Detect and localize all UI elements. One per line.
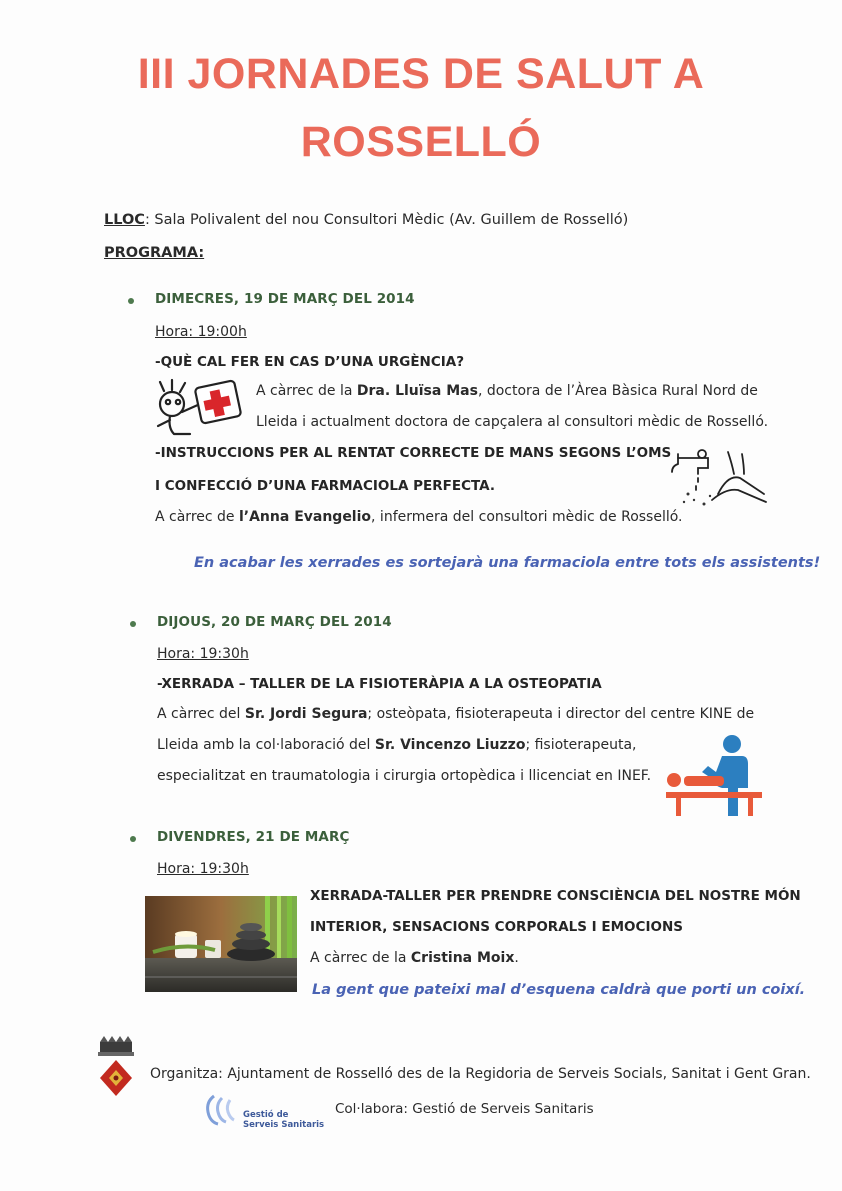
day1-talk1-title: -QUÈ CAL FER EN CAS D’UNA URGÈNCIA? — [155, 354, 465, 370]
day1-talk2-line — [155, 509, 683, 525]
spa-stones-image — [145, 896, 297, 992]
day2-line1-post: ; osteòpata, fisioterapeuta i director del centre KINE de — [367, 706, 755, 722]
day3-cushion-note: La gent que pateixi mal d’esquena caldrà que porti un coixí. — [312, 982, 806, 998]
day1-raffle-note: En acabar les xerrades es sortejarà una farmaciola entre tots els assistents! — [194, 555, 821, 571]
bullet-day3 — [130, 836, 136, 842]
lloc-label: LLOC — [104, 212, 145, 228]
day2-line2 — [157, 737, 637, 753]
speaker-anna-evangelio: l’Anna Evangelio — [238, 509, 372, 525]
lloc-line — [104, 212, 628, 228]
day3-line-pre: A càrrec de la — [310, 950, 411, 966]
day3-talk-title2: INTERIOR, SENSACIONS CORPORALS I EMOCIONS — [310, 919, 683, 935]
day1-hora: Hora: 19:00h — [155, 324, 247, 340]
day1-talk1-line1 — [256, 383, 758, 399]
day2-line1 — [157, 706, 754, 722]
programa-colon: : — [198, 245, 205, 261]
massage-icon — [662, 732, 766, 822]
day1-heading: DIMECRES, 19 DE MARÇ DEL 2014 — [155, 291, 415, 307]
first-aid-kit-icon — [150, 374, 246, 440]
day2-line3: especialitzat en traumatologia i cirurgia ortopèdica i llicenciat en INEF. — [157, 768, 652, 784]
day3-line — [310, 950, 519, 966]
day3-talk-title1: XERRADA-TALLER PER PRENDRE CONSCIÈNCIA DEL NOSTRE MÓN — [310, 888, 801, 904]
day2-hora: Hora: 19:30h — [157, 646, 249, 662]
bullet-day1 — [128, 298, 134, 304]
day1-talk2-title2: I CONFECCIÓ D’UNA FARMACIOLA PERFECTA. — [155, 478, 496, 494]
day2-talk-title: -XERRADA – TALLER DE LA FISIOTERÀPIA A LA OSTEOPATIA — [157, 676, 602, 692]
day1-talk1-line1-post: , doctora de l’Àrea Bàsica Rural Nord de — [477, 383, 758, 399]
gss-logo-text — [243, 1110, 324, 1130]
hand-washing-icon — [668, 444, 770, 512]
programa-heading — [104, 245, 204, 261]
day3-heading: DIVENDRES, 21 DE MARÇ — [157, 829, 350, 845]
day3-hora: Hora: 19:30h — [157, 861, 249, 877]
day2-line2-post: ; fisioterapeuta, — [525, 737, 637, 753]
day1-talk2-title1: -INSTRUCCIONS PER AL RENTAT CORRECTE DE MANS SEGONS L’OMS — [155, 445, 672, 461]
footer-colabora: Col·labora: Gestió de Serveis Sanitaris — [335, 1101, 594, 1117]
day1-talk2-line-post: , infermera del consultori mèdic de Rosselló. — [371, 509, 683, 525]
programa-label: PROGRAMA — [104, 245, 199, 261]
poster-title-line1: III JORNADES DE SALUT A — [137, 50, 705, 98]
day3-line-post: . — [514, 950, 519, 966]
lloc-value: : Sala Polivalent del nou Consultori Mèdic (Av. Guillem de Rosselló) — [144, 212, 629, 228]
coat-of-arms-icon — [96, 1036, 136, 1102]
speaker-lluisa-mas: Dra. Lluïsa Mas — [356, 383, 478, 399]
gss-logo-icon — [204, 1092, 240, 1128]
speaker-vincenzo-liuzzo: Sr. Vincenzo Liuzzo — [374, 737, 526, 753]
footer-organitza: Organitza: Ajuntament de Rosselló des de la Regidoria de Serveis Socials, Sanitat i Gent Gran. — [150, 1066, 811, 1082]
bullet-day2 — [130, 621, 136, 627]
day1-talk2-line-pre: A càrrec de — [155, 509, 239, 525]
speaker-jordi-segura: Sr. Jordi Segura — [244, 706, 368, 722]
day2-heading: DIJOUS, 20 DE MARÇ DEL 2014 — [157, 614, 392, 630]
speaker-cristina-moix: Cristina Moix — [410, 950, 515, 966]
poster-title-line2: ROSSELLÓ — [300, 118, 542, 166]
gss-logo-line1: Gestió de — [243, 1110, 289, 1120]
day2-line1-pre: A càrrec del — [157, 706, 245, 722]
day2-line2-pre: Lleida amb la col·laboració del — [157, 737, 375, 753]
gss-logo-line2: Serveis Sanitaris — [243, 1120, 325, 1130]
day1-talk1-line1-pre: A càrrec de la — [256, 383, 357, 399]
day1-talk1-line2: Lleida i actualment doctora de capçalera al consultori mèdic de Rosselló. — [256, 414, 769, 430]
